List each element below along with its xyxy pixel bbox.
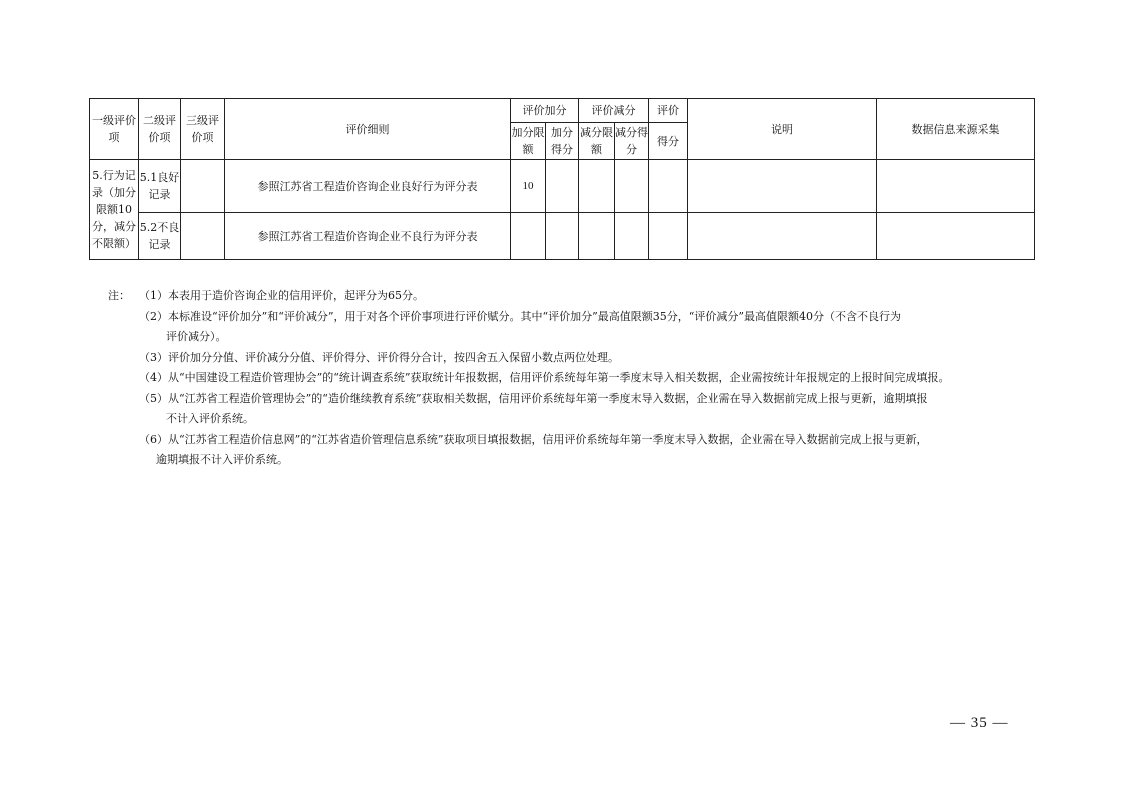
note-line [108, 368, 1024, 389]
note-item: （5）从“江苏省工程造价管理协会”的“造价继续教育系统”获取相关数据，信用评价系统每年第一季度末导入数据，企业需在导入数据前完成上报与更新，逾期填报 [139, 391, 928, 405]
note-line [108, 389, 1024, 410]
header-level1: 一级评价项 [90, 99, 139, 160]
note-cell [688, 213, 877, 260]
deduct-limit-cell [579, 213, 615, 260]
note-line [108, 286, 1024, 307]
header-level3: 三级评价项 [181, 99, 225, 160]
table-row [90, 160, 1035, 213]
level2-cell: 5.2不良记录 [139, 213, 181, 260]
notes-section [108, 286, 1024, 471]
note-continuation: 评价减分）。 [166, 330, 227, 343]
bonus-limit-cell [511, 213, 546, 260]
header-level2: 二级评价项 [139, 99, 181, 160]
source-cell [877, 160, 1035, 213]
bonus-score-cell [546, 213, 579, 260]
eval-score-cell [649, 213, 688, 260]
note-line [108, 348, 1024, 369]
table-row [90, 213, 1035, 260]
source-cell [877, 213, 1035, 260]
deduct-limit-cell [579, 160, 615, 213]
detail-cell: 参照江苏省工程造价咨询企业不良行为评分表 [225, 213, 511, 260]
note-item: （4）从“中国建设工程造价管理协会”的“统计调查系统”获取统计年报数据，信用评价系统每年第一季度末导入相关数据，企业需按统计年报规定的上报时间完成填报。 [139, 371, 950, 384]
eval-score-cell [649, 160, 688, 213]
header-deduct-score: 减分得分 [615, 123, 649, 160]
header-bonus-limit: 加分限额 [511, 123, 546, 160]
header-row-1 [90, 99, 1035, 123]
page-number: — 35 — [950, 715, 1009, 731]
level2-cell: 5.1良好记录 [139, 160, 181, 213]
detail-cell: 参照江苏省工程造价咨询企业良好行为评分表 [225, 160, 511, 213]
header-note: 说明 [688, 99, 877, 160]
header-bonus-group: 评价加分 [511, 99, 579, 123]
note-line [108, 430, 1024, 451]
header-source: 数据信息来源采集 [877, 99, 1035, 160]
deduct-score-cell [615, 160, 649, 213]
category-cell: 5.行为记录（加分限额10分，减分不限额） [90, 160, 139, 260]
header-detail: 评价细则 [225, 99, 511, 160]
note-item: （3）评价加分分值、评价减分分值、评价得分、评价得分合计，按四舍五入保留小数点两位处理。 [139, 350, 619, 364]
note-cell [688, 160, 877, 213]
note-item: （6）从“江苏省工程造价信息网”的“江苏省造价管理信息系统”获取项目填报数据，信用评价系统每年第一季度末导入数据，企业需在导入数据前完成上报与更新， [139, 432, 928, 446]
header-eval-group: 评价 [649, 99, 688, 123]
bonus-limit-cell: 10 [511, 160, 546, 213]
note-continuation: 逾期填报不计入评价系统。 [156, 453, 288, 466]
notes-lead: 注： [108, 289, 130, 302]
header-deduct-group: 评价减分 [579, 99, 649, 123]
level3-cell [181, 213, 225, 260]
bonus-score-cell [546, 160, 579, 213]
note-line [108, 307, 1024, 328]
header-deduct-limit: 减分限额 [579, 123, 615, 160]
header-eval-score: 得分 [649, 123, 688, 160]
note-continuation: 不计入评价系统。 [166, 412, 254, 425]
evaluation-table [89, 98, 1035, 260]
level3-cell [181, 160, 225, 213]
note-item: （1）本表用于造价咨询企业的信用评价，起评分为65分。 [139, 289, 424, 302]
deduct-score-cell [615, 213, 649, 260]
header-bonus-score: 加分得分 [546, 123, 579, 160]
note-item: （2）本标准设“评价加分”和“评价减分”，用于对各个评价事项进行评价赋分。其中“评价加分”最高值限额35分，“评价减分”最高值限额40分（不含不良行为 [139, 309, 901, 323]
